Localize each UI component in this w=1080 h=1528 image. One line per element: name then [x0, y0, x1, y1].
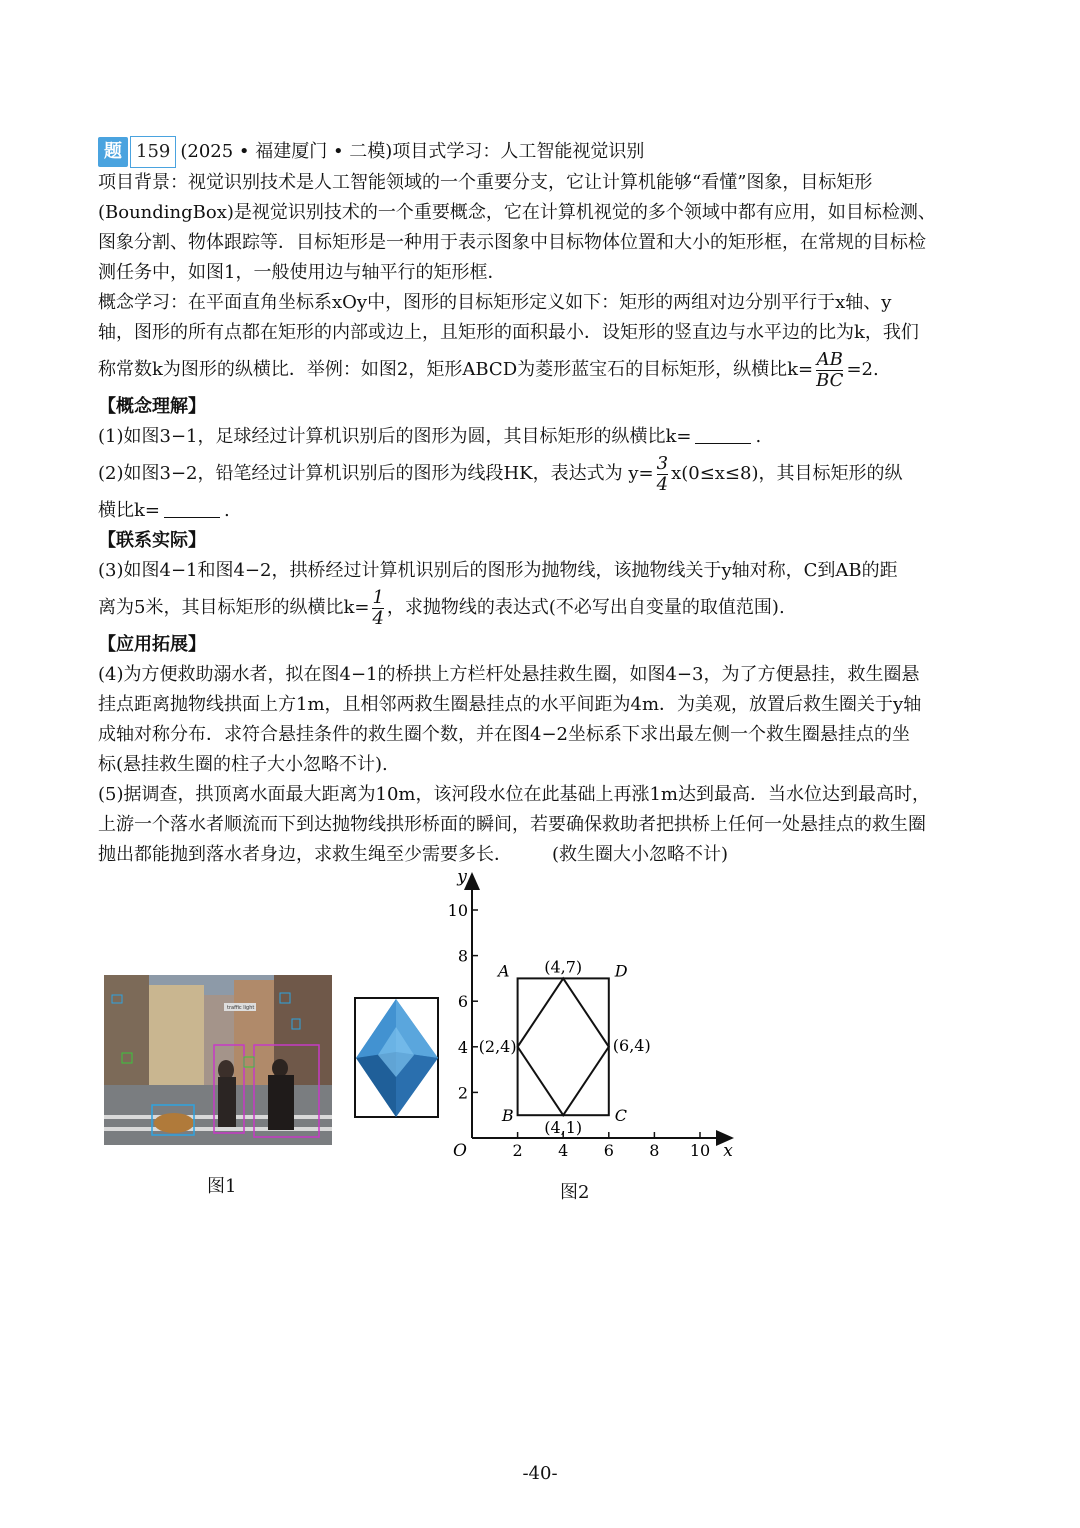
figure-2-sapphire: [354, 997, 440, 1119]
question-3-cont: [98, 586, 988, 630]
question-4: 挂点距离抛物线拱面上方1m，且相邻两救生圈悬挂点的水平间距为4m．为美观，放置后救生圈关于y轴: [98, 694, 922, 715]
question-2: [98, 452, 988, 496]
y-axis-label: y: [457, 867, 467, 887]
question-5-text: 抛出都能抛到落水者身边，求救生绳至少需要多长．: [98, 844, 512, 865]
point-right-label: (6,4): [612, 1035, 651, 1055]
building-left: [104, 975, 149, 1085]
x-tick-label: 4: [558, 1141, 569, 1160]
fraction-denominator: 4: [372, 607, 384, 629]
question-5-note: (救生圈大小忽略不计): [552, 844, 729, 865]
x-tick-label: 6: [603, 1141, 614, 1160]
x-axis-label: x: [723, 1141, 733, 1161]
x-tick-label: 10: [689, 1141, 711, 1160]
y-tick-label: 2: [457, 1083, 468, 1103]
point-top-label: (4,7): [544, 957, 583, 977]
figure-2-caption: 图2: [560, 1182, 590, 1203]
figure-1-caption: 图1: [207, 1176, 237, 1197]
vertex-a-label: A: [498, 961, 510, 981]
fraction-3-4: [657, 454, 668, 495]
question-2-text: (2)如图3−2，铅笔经过计算机识别后的图形为线段HK，表达式为 y=: [98, 463, 654, 484]
y-tick-label: 6: [457, 992, 468, 1012]
pedestrian: [218, 1077, 236, 1127]
question-5: (5)据调查，拱顶离水面最大距离为10m，该河段水位在此基础上再涨1m达到最高．当水位达到最高时，: [98, 784, 930, 805]
origin-label: O: [453, 1141, 467, 1161]
section-title: 【概念理解】: [98, 396, 206, 417]
fraction-numerator: 1: [372, 586, 384, 608]
background-line: (BoundingBox)是视觉识别技术的一个重要概念，它在计算机视觉的多个领域中都有应用，如目标检测、: [98, 202, 936, 223]
concept-line-text: 称常数k为图形的纵横比．举例：如图2，矩形ABCD为菱形蓝宝石的目标矩形，纵横比k=: [98, 359, 814, 380]
sign-text: traffic light: [227, 1005, 255, 1011]
question-5: 上游一个落水者顺流而下到达抛物线拱形桥面的瞬间，若要确保救助者把拱桥上任何一处悬挂点的救生圈: [98, 814, 926, 835]
question-2-text-end: x(0≤x≤8)，其目标矩形的纵: [671, 463, 903, 484]
question-1-text: (1)如图3−1，足球经过计算机识别后的图形为圆，其目标矩形的纵横比k=: [98, 426, 692, 447]
question-4: 成轴对称分布．求符合悬挂条件的救生圈个数，并在图4−2坐标系下求出最左侧一个救生圈悬挂点的坐: [98, 724, 910, 745]
vertex-c-label: C: [614, 1106, 628, 1126]
problem-text: [98, 136, 988, 870]
question-1-end: .: [755, 426, 762, 447]
section-title: 【联系实际】: [98, 530, 206, 551]
fraction-numerator: 3: [656, 452, 669, 474]
problem-header: [98, 136, 988, 168]
background-line: 项目背景：视觉识别技术是人工智能领域的一个重要分支，它让计算机能够“看懂”图象，目标矩形: [98, 172, 873, 193]
question-2-cont: [98, 496, 988, 526]
concept-line-text: =2.: [846, 359, 879, 380]
building-center: [149, 985, 204, 1085]
section-title: 【应用拓展】: [98, 634, 206, 655]
pedestrian-head: [272, 1059, 288, 1077]
point-left-label: (2,4): [478, 1036, 517, 1056]
question-3: (3)如图4−1和图4−2，拱桥经过计算机识别后的图形为抛物线，该抛物线关于y轴对称，C到AB的距: [98, 560, 898, 581]
vertex-d-label: D: [614, 961, 628, 981]
y-tick-label: 10: [447, 901, 468, 920]
y-tick-label: 8: [457, 946, 468, 966]
fraction-1-4: [372, 588, 383, 629]
problem-number: 159: [130, 136, 176, 168]
fraction-denominator: 4: [656, 473, 669, 495]
background-line: 测任务中，如图1，一般使用边与轴平行的矩形框．: [98, 262, 506, 283]
y-tick-label: 4: [457, 1037, 468, 1057]
question-3-cont-text: 离为5米，其目标矩形的纵横比k=: [98, 597, 370, 618]
rhombus: [518, 978, 609, 1115]
question-2-cont-text: 横比k=: [98, 500, 160, 521]
question-3-cont-end: ，求抛物线的表达式(不必写出自变量的取值范围).: [386, 597, 785, 618]
pedestrian: [268, 1075, 294, 1130]
page-number: -40-: [522, 1463, 558, 1484]
answer-blank[interactable]: [164, 499, 220, 518]
concept-line: 概念学习：在平面直角坐标系xOy中，图形的目标矩形定义如下：矩形的两组对边分别平行于x轴、y: [98, 292, 892, 313]
concept-line: 轴，图形的所有点都在矩形的内部或边上，且矩形的面积最小．设矩形的竖直边与水平边的比为k，我们: [98, 322, 919, 343]
x-tick-label: 2: [512, 1141, 523, 1160]
answer-blank[interactable]: [695, 425, 751, 444]
dog: [154, 1113, 194, 1133]
vertex-b-label: B: [501, 1106, 514, 1126]
problem-tag: 题: [98, 137, 128, 167]
x-tick-label: 8: [649, 1141, 660, 1160]
question-2-end: .: [224, 500, 230, 521]
question-4: 标(悬挂救生圈的柱子大小忽略不计).: [98, 754, 388, 775]
rectangle-abcd: [518, 978, 609, 1115]
question-1: [98, 422, 988, 452]
figure-1-street-scene: [104, 975, 332, 1145]
fraction-denominator: BC: [816, 369, 844, 391]
background-line: 图象分割、物体跟踪等．目标矩形是一种用于表示图象中目标物体位置和大小的矩形框，在常规的目标检: [98, 232, 926, 253]
figure-2-coordinate-plane: [440, 866, 740, 1166]
problem-source: (2025 • 福建厦门 • 二模)项目式学习：人工智能视觉识别: [180, 141, 645, 162]
fraction-ab-bc: [816, 350, 843, 391]
concept-line: [98, 348, 988, 392]
fraction-numerator: AB: [816, 348, 843, 370]
point-bottom-label: (4,1): [544, 1118, 583, 1138]
question-4: (4)为方便救助溺水者，拟在图4−1的桥拱上方栏杆处悬挂救生圈，如图4−3，为了方便悬挂，救生圈悬: [98, 664, 920, 685]
